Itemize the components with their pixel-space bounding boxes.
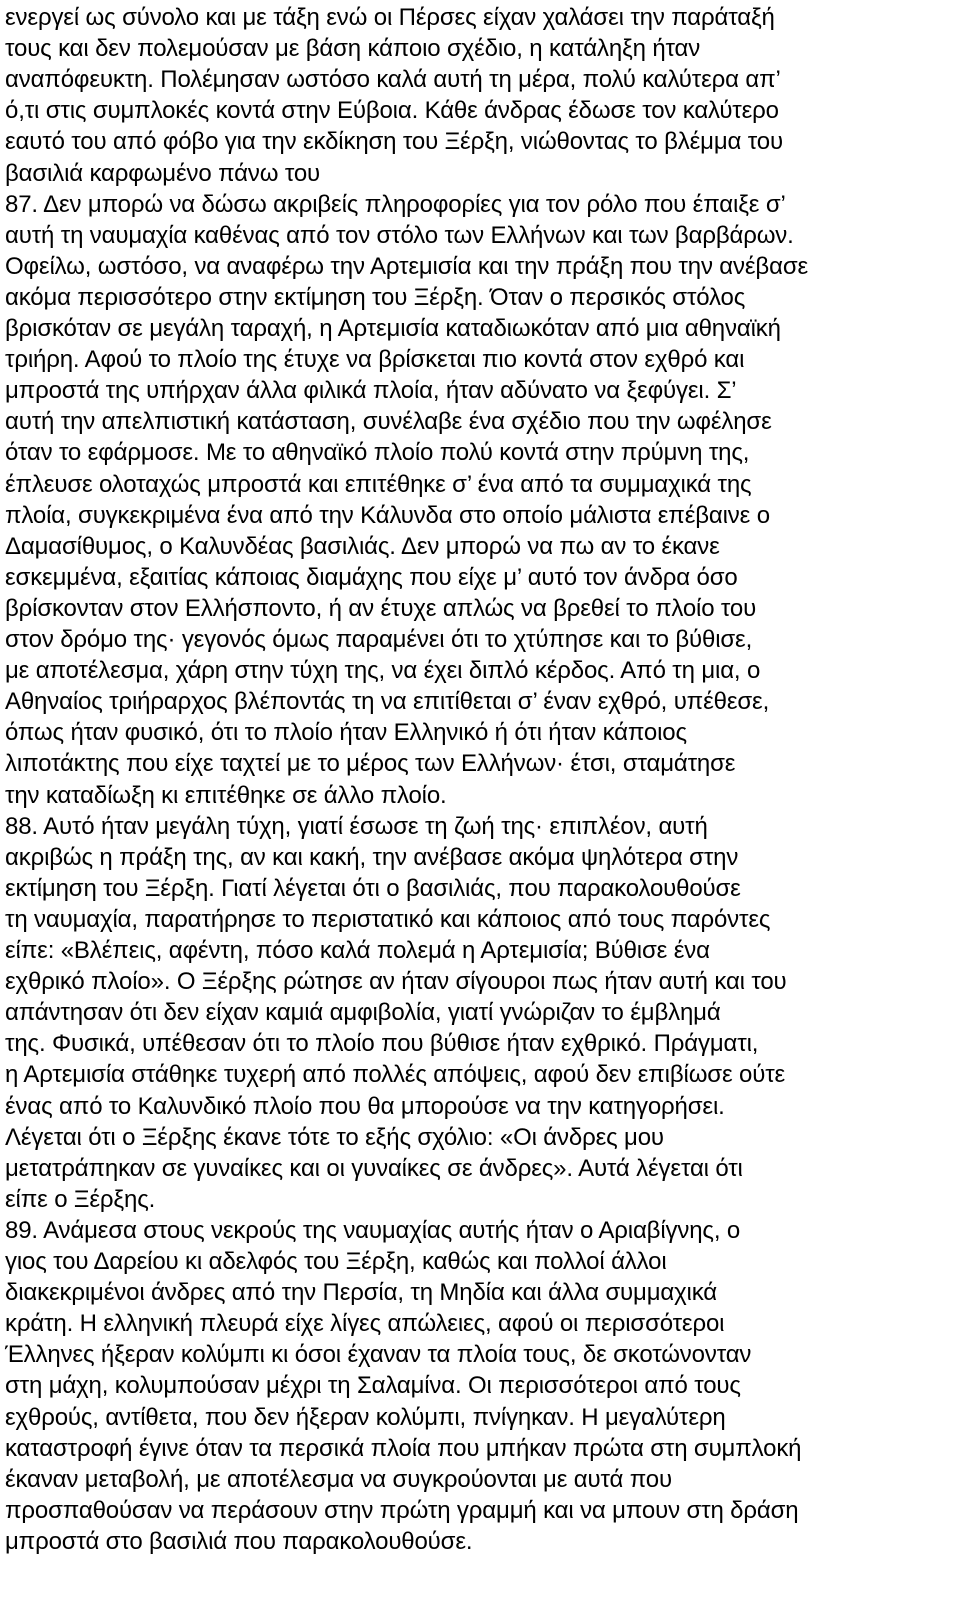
text-line: απάντησαν ότι δεν είχαν καμιά αμφιβολία, γιατί γνώριζαν το έμβλημά — [5, 999, 721, 1027]
text-line: Αθηναίος τριήραρχος βλέποντάς τη να επιτίθεται σ’ έναν εχθρό, υπέθεσε, — [5, 688, 770, 716]
text-line: με αποτέλεσμα, χάρη στην τύχη της, να έχει διπλό κέρδος. Από τη μια, ο — [5, 657, 761, 685]
text-line: ενεργεί ως σύνολο και με τάξη ενώ οι Πέρσες είχαν χαλάσει την παράταξή — [5, 4, 775, 31]
text-line: Δαμασίθυμος, ο Καλυνδέας βασιλιάς. Δεν μπορώ να πω αν το έκανε — [5, 532, 720, 560]
text-line: 88. Αυτό ήταν μεγάλη τύχη, γιατί έσωσε τη ζωή της· επιπλέον, αυτή — [5, 812, 708, 840]
text-line: ακριβώς η πράξη της, αν και κακή, την ανέβασε ακόμα ψηλότερα στην — [5, 843, 739, 871]
text-line: εχθρούς, αντίθετα, που δεν ήξεραν κολύμπι, πνίγηκαν. Η μεγαλύτερη — [5, 1403, 726, 1431]
text-line: είπε ο Ξέρξης. — [5, 1185, 156, 1213]
text-line: πλοία, συγκεκριμένα ένα από την Κάλυνδα στο οποίο μάλιστα επέβαινε ο — [5, 501, 770, 529]
text-line: διακεκριμένοι άνδρες από την Περσία, τη Μηδία και άλλα συμμαχικά — [5, 1279, 718, 1307]
text-line: Οφείλω, ωστόσο, να αναφέρω την Αρτεμισία και την πράξη που την ανέβασε — [5, 252, 809, 280]
text-line: έκαναν μεταβολή, με αποτέλεσμα να συγκρούονται με αυτά που — [5, 1465, 672, 1493]
text-line: τη ναυμαχία, παρατήρησε το περιστατικό και κάποιος από τους παρόντες — [5, 905, 771, 933]
text-line: 87. Δεν μπορώ να δώσω ακριβείς πληροφορίες για τον ρόλο που έπαιξε σ’ — [5, 190, 786, 218]
text-line: τους και δεν πολεμούσαν με βάση κάποιο σχέδιο, η κατάληξη ήταν — [5, 35, 701, 63]
text-line: εαυτό του από φόβο για την εκδίκηση του Ξέρξη, νιώθοντας το βλέμμα του — [5, 128, 783, 156]
text-line: μπροστά στο βασιλιά που παρακολουθούσε. — [5, 1527, 473, 1555]
text-line: ένας από το Καλυνδικό πλοίο που θα μπορούσε να την κατηγορήσει. — [5, 1092, 725, 1120]
text-line: έπλευσε ολοταχώς μπροστά και επιτέθηκε σ’ ένα από τα συμμαχικά της — [5, 470, 752, 498]
text-line: λιποτάκτης που είχε ταχτεί με το μέρος των Ελλήνων· έτσι, σταμάτησε — [5, 750, 736, 778]
text-line: μετατράπηκαν σε γυναίκες και οι γυναίκες σε άνδρες». Αυτά λέγεται ότι — [5, 1154, 743, 1182]
text-line: γιος του Δαρείου κι αδελφός του Ξέρξη, καθώς και πολλοί άλλοι — [5, 1248, 667, 1275]
text-line: καταστροφή έγινε όταν τα περσικά πλοία που μπήκαν πρώτα στη συμπλοκή — [5, 1434, 802, 1462]
text-line: στον δρόμο της· γεγονός όμως παραμένει ότι το χτύπησε και το βύθισε, — [5, 626, 753, 653]
text-line: κράτη. Η ελληνική πλευρά είχε λίγες απώλειες, αφού οι περισσότεροι — [5, 1310, 725, 1338]
text-line: όταν το εφάρμοσε. Με το αθηναϊκό πλοίο πολύ κοντά στην πρύμνη της, — [5, 439, 750, 467]
text-line: ό,τι στις συμπλοκές κοντά στην Εύβοια. Κάθε άνδρας έδωσε τον καλύτερο — [5, 97, 779, 125]
text-line: 89. Ανάμεσα στους νεκρούς της ναυμαχίας αυτής ήταν ο Αριαβίγνης, ο — [5, 1216, 741, 1244]
text-line: Λέγεται ότι ο Ξέρξης έκανε τότε το εξής σχόλιο: «Οι άνδρες μου — [5, 1123, 664, 1151]
text-line: μπροστά της υπήρχαν άλλα φιλικά πλοία, ήταν αδύνατο να ξεφύγει. Σ’ — [5, 377, 737, 405]
text-line: η Αρτεμισία στάθηκε τυχερή από πολλές απόψεις, αφού δεν επιβίωσε ούτε — [5, 1061, 786, 1089]
text-line: προσπαθούσαν να περάσουν στην πρώτη γραμμή και να μπουν στη δράση — [5, 1496, 799, 1524]
text-line: αναπόφευκτη. Πολέμησαν ωστόσο καλά αυτή τη μέρα, πολύ καλύτερα απ’ — [5, 66, 781, 94]
text-line: ακόμα περισσότερο στην εκτίμηση του Ξέρξη. Όταν ο περσικός στόλος — [5, 283, 746, 311]
text-line: εκτίμηση του Ξέρξη. Γιατί λέγεται ότι ο βασιλιάς, που παρακολουθούσε — [5, 874, 741, 902]
text-line: Έλληνες ήξεραν κολύμπι κι όσοι έχαναν τα πλοία τους, δε σκοτώνονταν — [5, 1341, 752, 1369]
text-line: αυτή την απελπιστική κατάσταση, συνέλαβε ένα σχέδιο που την ωφέλησε — [5, 408, 772, 436]
text-line: την καταδίωξη κι επιτέθηκε σε άλλο πλοίο. — [5, 781, 447, 809]
document-page — [5, 0, 955, 1610]
text-line: εχθρικό πλοίο». Ο Ξέρξης ρώτησε αν ήταν σίγουροι πως ήταν αυτή και του — [5, 968, 787, 996]
text-line: βρισκόταν σε μεγάλη ταραχή, η Αρτεμισία καταδιωκόταν από μια αθηναϊκή — [5, 315, 781, 342]
text-line: αυτή τη ναυμαχία καθένας από τον στόλο των Ελλήνων και των βαρβάρων. — [5, 221, 794, 249]
text-line: της. Φυσικά, υπέθεσαν ότι το πλοίο που βύθισε ήταν εχθρικό. Πράγματι, — [5, 1030, 759, 1058]
text-line: όπως ήταν φυσικό, ότι το πλοίο ήταν Ελληνικό ή ότι ήταν κάποιος — [5, 719, 687, 747]
text-line: εσκεμμένα, εξαιτίας κάποιας διαμάχης που είχε μ’ αυτό τον άνδρα όσο — [5, 563, 738, 591]
text-line: βασιλιά καρφωμένο πάνω του — [5, 159, 320, 187]
text-line: είπε: «Βλέπεις, αφέντη, πόσο καλά πολεμά η Αρτεμισία; Βύθισε ένα — [5, 937, 710, 964]
text-line: τριήρη. Αφού το πλοίο της έτυχε να βρίσκεται πιο κοντά στον εχθρό και — [5, 346, 745, 374]
text-line: στη μάχη, κολυμπούσαν μέχρι τη Σαλαμίνα. Οι περισσότεροι από τους — [5, 1372, 741, 1400]
text-line: βρίσκονταν στον Ελλήσποντο, ή αν έτυχε απλώς να βρεθεί το πλοίο του — [5, 594, 757, 622]
